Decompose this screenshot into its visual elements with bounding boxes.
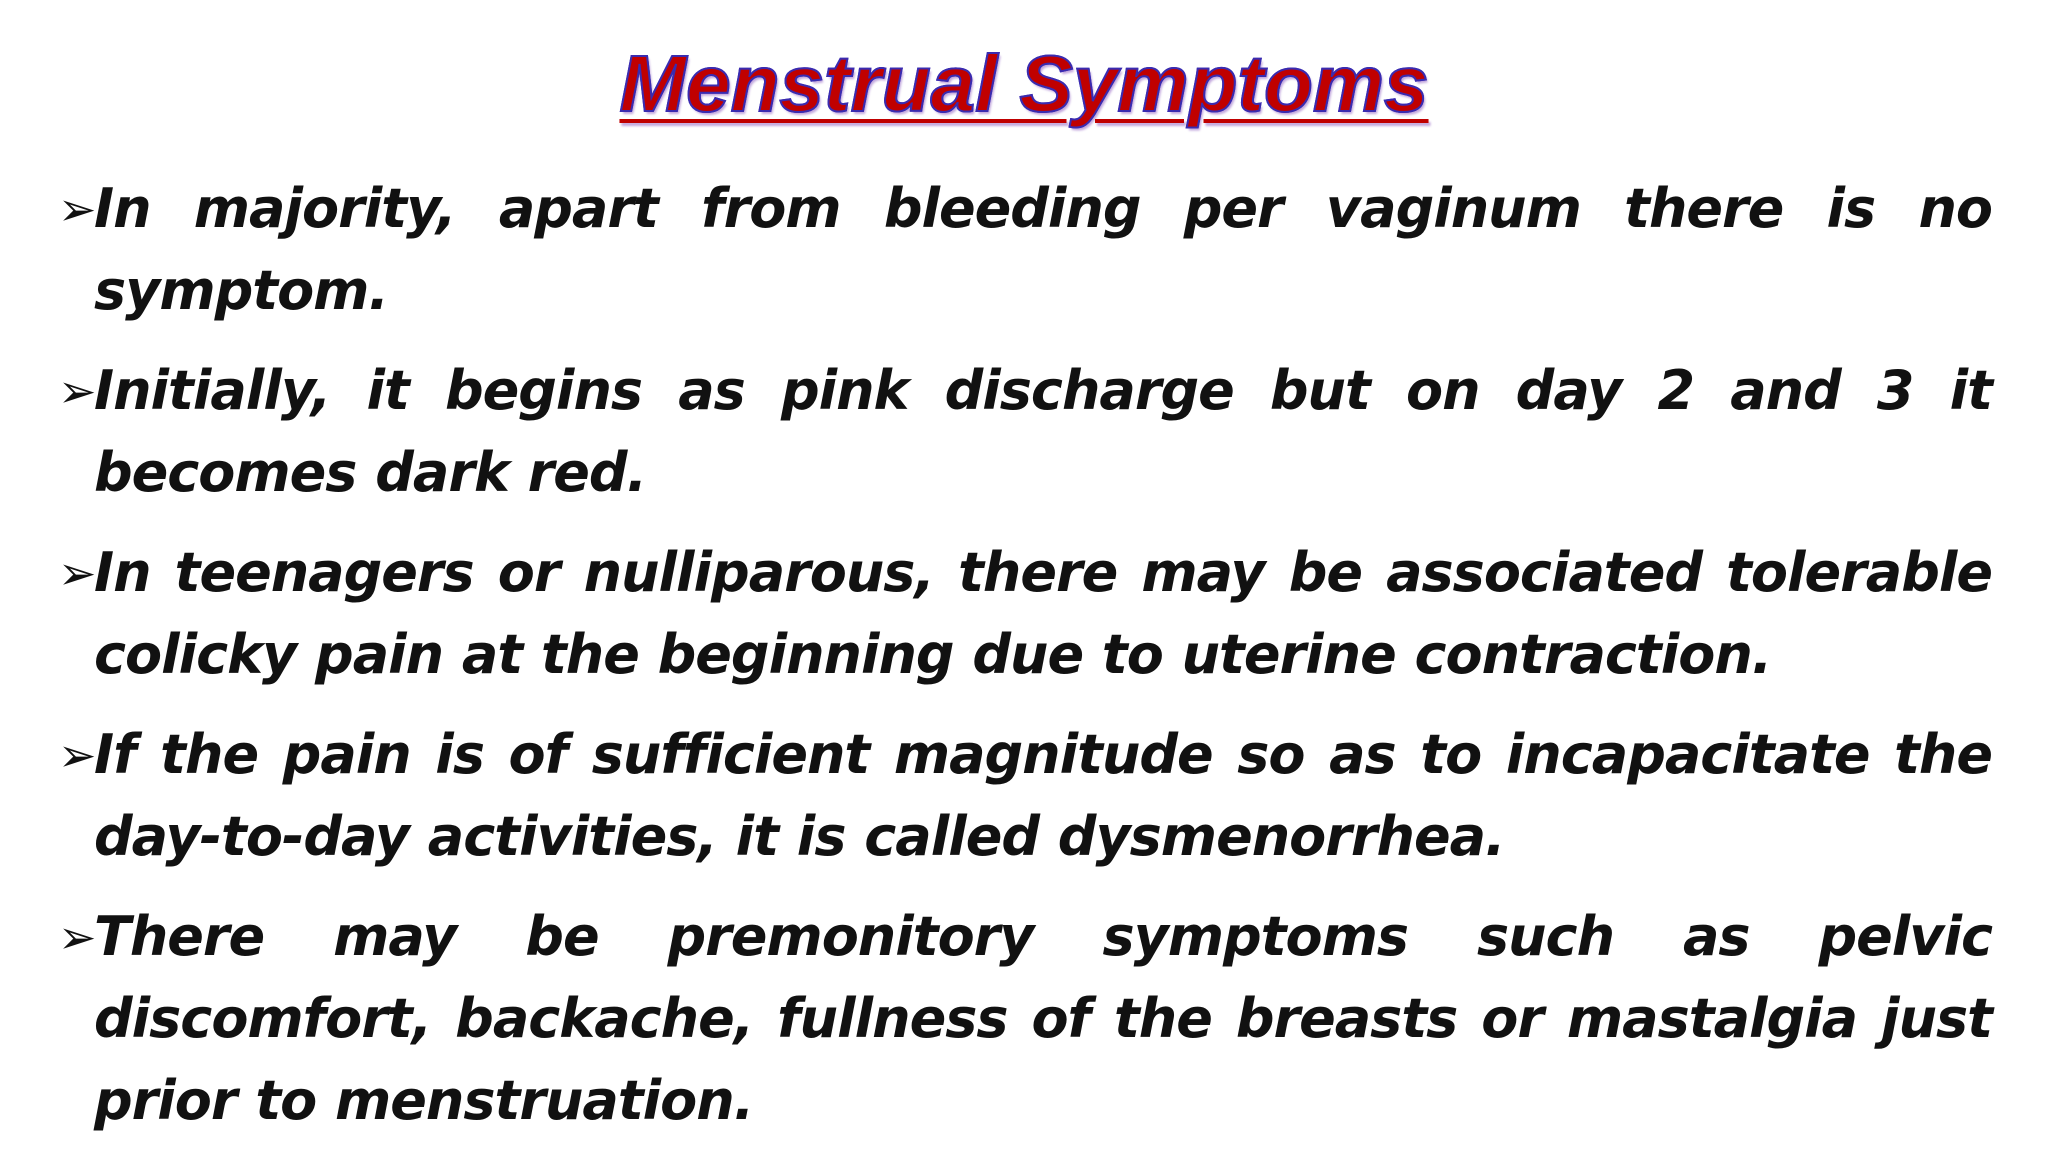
bullet-item (58, 896, 1992, 1142)
bullet-text: In majority, apart from bleeding per vaginum there is no symptom. (94, 177, 1992, 322)
bullet-item (58, 350, 1992, 514)
arrow-bullet-icon: ➢ (58, 546, 96, 600)
arrow-bullet-icon: ➢ (58, 182, 96, 236)
bullet-item (58, 714, 1992, 878)
bullet-text: In teenagers or nulliparous, there may be associated tolerable colicky pain at the beginning due to uterine contraction. (94, 541, 1992, 686)
arrow-bullet-icon: ➢ (58, 910, 96, 964)
arrow-bullet-icon: ➢ (58, 728, 96, 782)
bullet-text: Initially, it begins as pink discharge but on day 2 and 3 it becomes dark red. (94, 359, 1992, 504)
slide-title: Menstrual Symptoms (619, 39, 1429, 128)
arrow-bullet-icon: ➢ (58, 364, 96, 418)
bullet-item (58, 532, 1992, 696)
bullet-text: If the pain is of sufficient magnitude so as to incapacitate the day-to-day activities, it is called dysmenorrhea. (94, 723, 1992, 868)
bullet-text: There may be premonitory symptoms such as pelvic discomfort, backache, fullness of the breasts or mastalgia just prior to menstruation. (94, 905, 1992, 1132)
bullet-list (58, 168, 1992, 1160)
bullet-item (58, 168, 1992, 332)
